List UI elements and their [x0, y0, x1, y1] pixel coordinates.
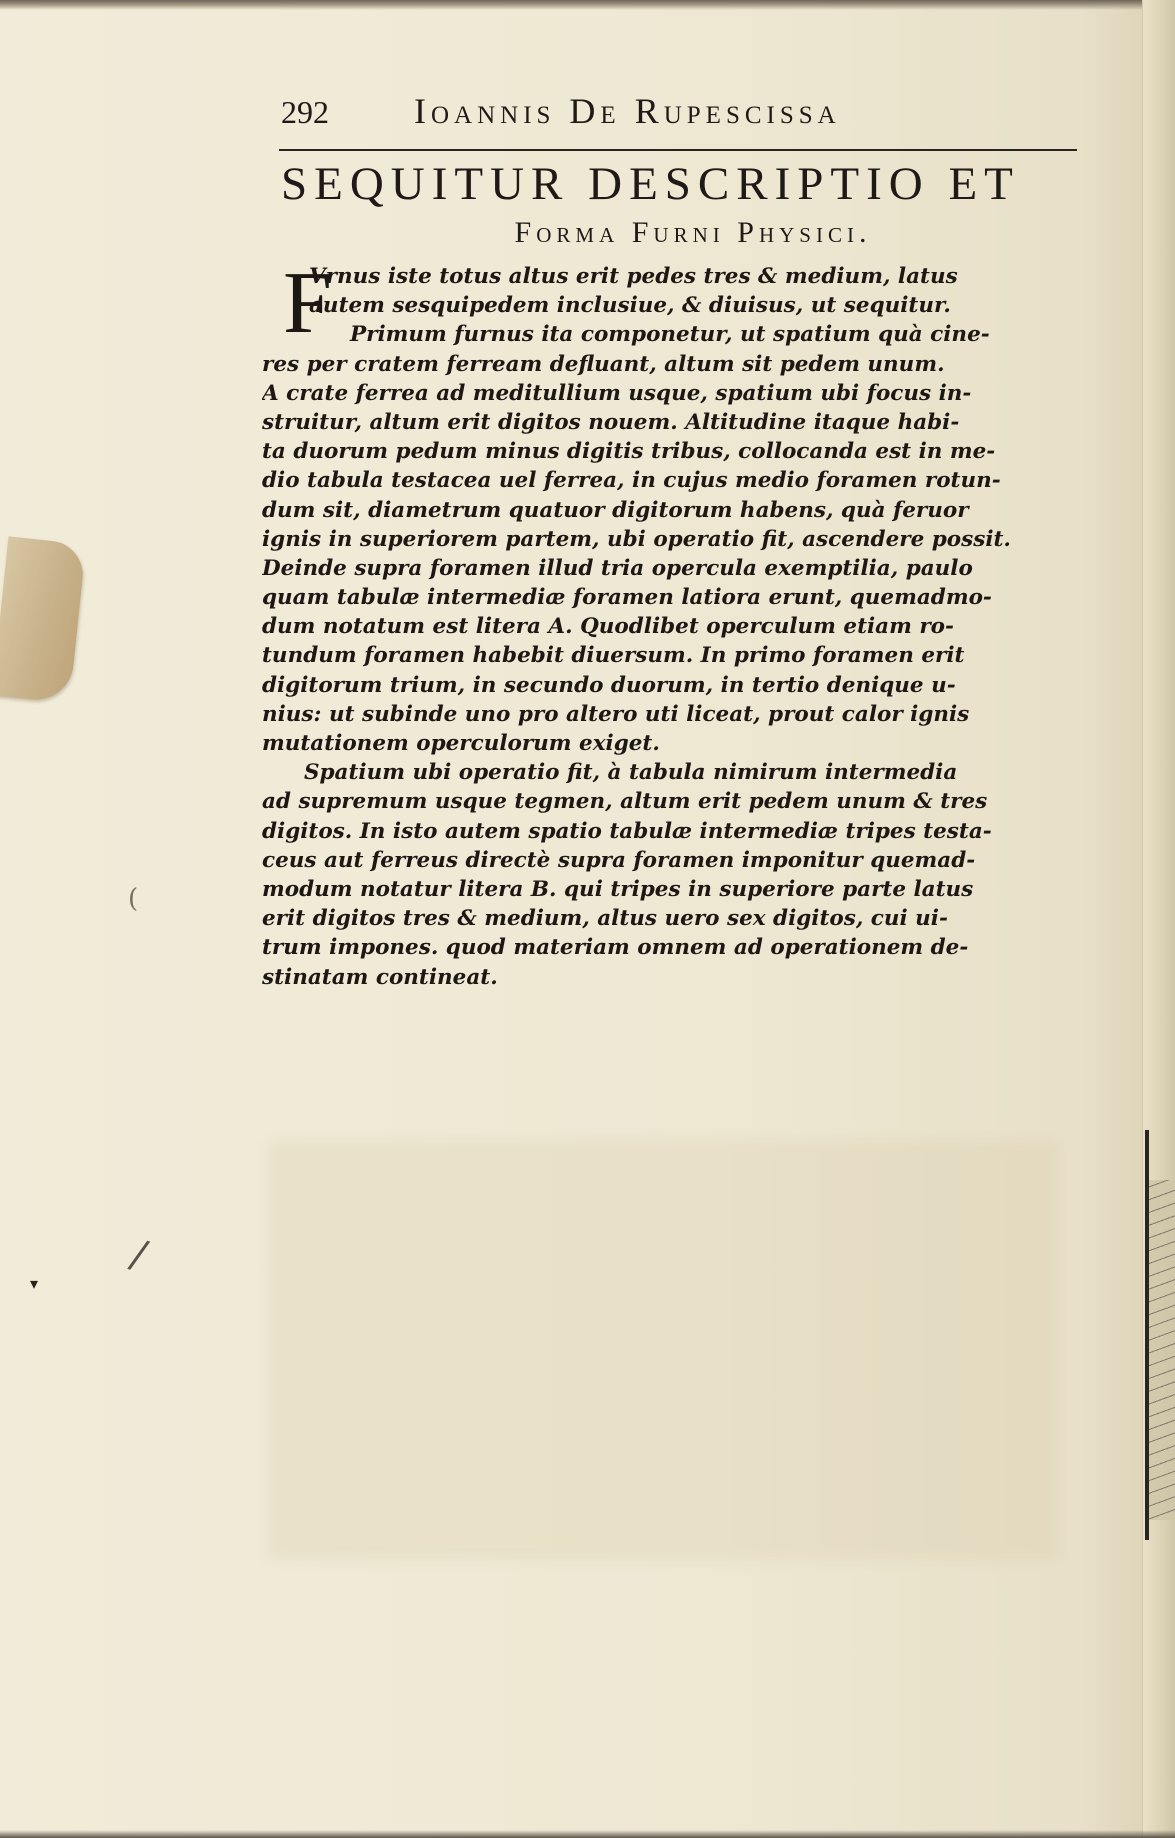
body-text [262, 255, 1090, 992]
text-line: Deinde supra foramen illud tria opercula exemptilia, paulo [262, 555, 973, 581]
text-line: ignis in superiorem partem, ubi operatio fit, ascendere possit. [262, 526, 1011, 552]
text-line: trum impones. quod materiam omnem ad operationem de- [262, 935, 969, 961]
bottom-edge-shadow [0, 1830, 1175, 1838]
text-line: digitos. In isto autem spatio tabulæ intermediæ tripes testa- [262, 818, 992, 844]
text-line: mutationem operculorum exiget. [262, 731, 660, 756]
text-line: dio tabula testacea uel ferrea, in cujus medio foramen rotun- [262, 468, 1001, 494]
margin-mark: ( [128, 884, 139, 914]
text-line: Primum furnus ita componetur, ut spatium quà cine- [350, 322, 990, 348]
text-line: digitorum trium, in secundo duorum, in tertio denique u- [262, 672, 956, 698]
text-line: dum sit, diametrum quatuor digitorum habens, quà feruor [262, 497, 969, 523]
text-line: modum notatur litera B. qui tripes in superiore parte latus [262, 876, 974, 902]
text-line: ad supremum usque tegmen, altum erit pedem unum & tres [262, 789, 988, 815]
section-title-line2: Forma Furni Physici. [514, 216, 872, 249]
text-line: stinatam contineat. [262, 964, 498, 990]
facing-page-edge [1142, 0, 1175, 1838]
page-number: 292 [281, 94, 329, 130]
text-line: res per cratem ferream defluant, altum sit pedem unum. [262, 351, 945, 377]
running-head [281, 90, 1081, 140]
text-line: struitur, altum erit digitos nouem. Altitudine itaque habi- [262, 409, 960, 435]
section-title-line1: SEQUITUR DESCRIPTIO ET [281, 158, 1020, 210]
top-edge-shadow [0, 0, 1175, 10]
text-line: autem sesquipedem inclusiue, & diuisus, ut sequitur. [309, 293, 951, 319]
margin-mark: ▾ [30, 1274, 39, 1293]
text-line: Spatium ubi operatio fit, à tabula nimirum intermedia [304, 760, 958, 786]
drop-cap: F [283, 255, 332, 352]
header-rule [279, 149, 1077, 151]
section-title [281, 155, 1081, 253]
facing-page-illustration-edge [1149, 1180, 1175, 1520]
margin-mark: / [125, 1231, 153, 1279]
text-line: Vrnus iste totus altus erit pedes tres & medium, latus [309, 264, 958, 289]
text-line: ta duorum pedum minus digitis tribus, collocanda est in me- [262, 439, 996, 465]
show-through-bleed [268, 1140, 1058, 1560]
text-line: nius: ut subinde uno pro altero uti liceat, prout calor ignis [262, 701, 970, 727]
facing-page-frame-line [1145, 1130, 1149, 1540]
text-line: erit digitos tres & medium, altus uero sex digitos, cui ui- [262, 906, 948, 932]
running-title: Ioannis De Rupescissa [414, 91, 841, 131]
text-line: A crate ferrea ad meditullium usque, spatium ubi focus in- [262, 380, 972, 406]
text-line: quam tabulæ intermediæ foramen latiora erunt, quemadmo- [262, 585, 992, 611]
page-tab-marker [0, 536, 86, 703]
text-line: ceus aut ferreus directè supra foramen imponitur quemad- [262, 847, 976, 873]
text-line: dum notatum est litera A. Quodlibet operculum etiam ro- [262, 614, 954, 640]
text-line: tundum foramen habebit diuersum. In primo foramen erit [262, 643, 965, 669]
